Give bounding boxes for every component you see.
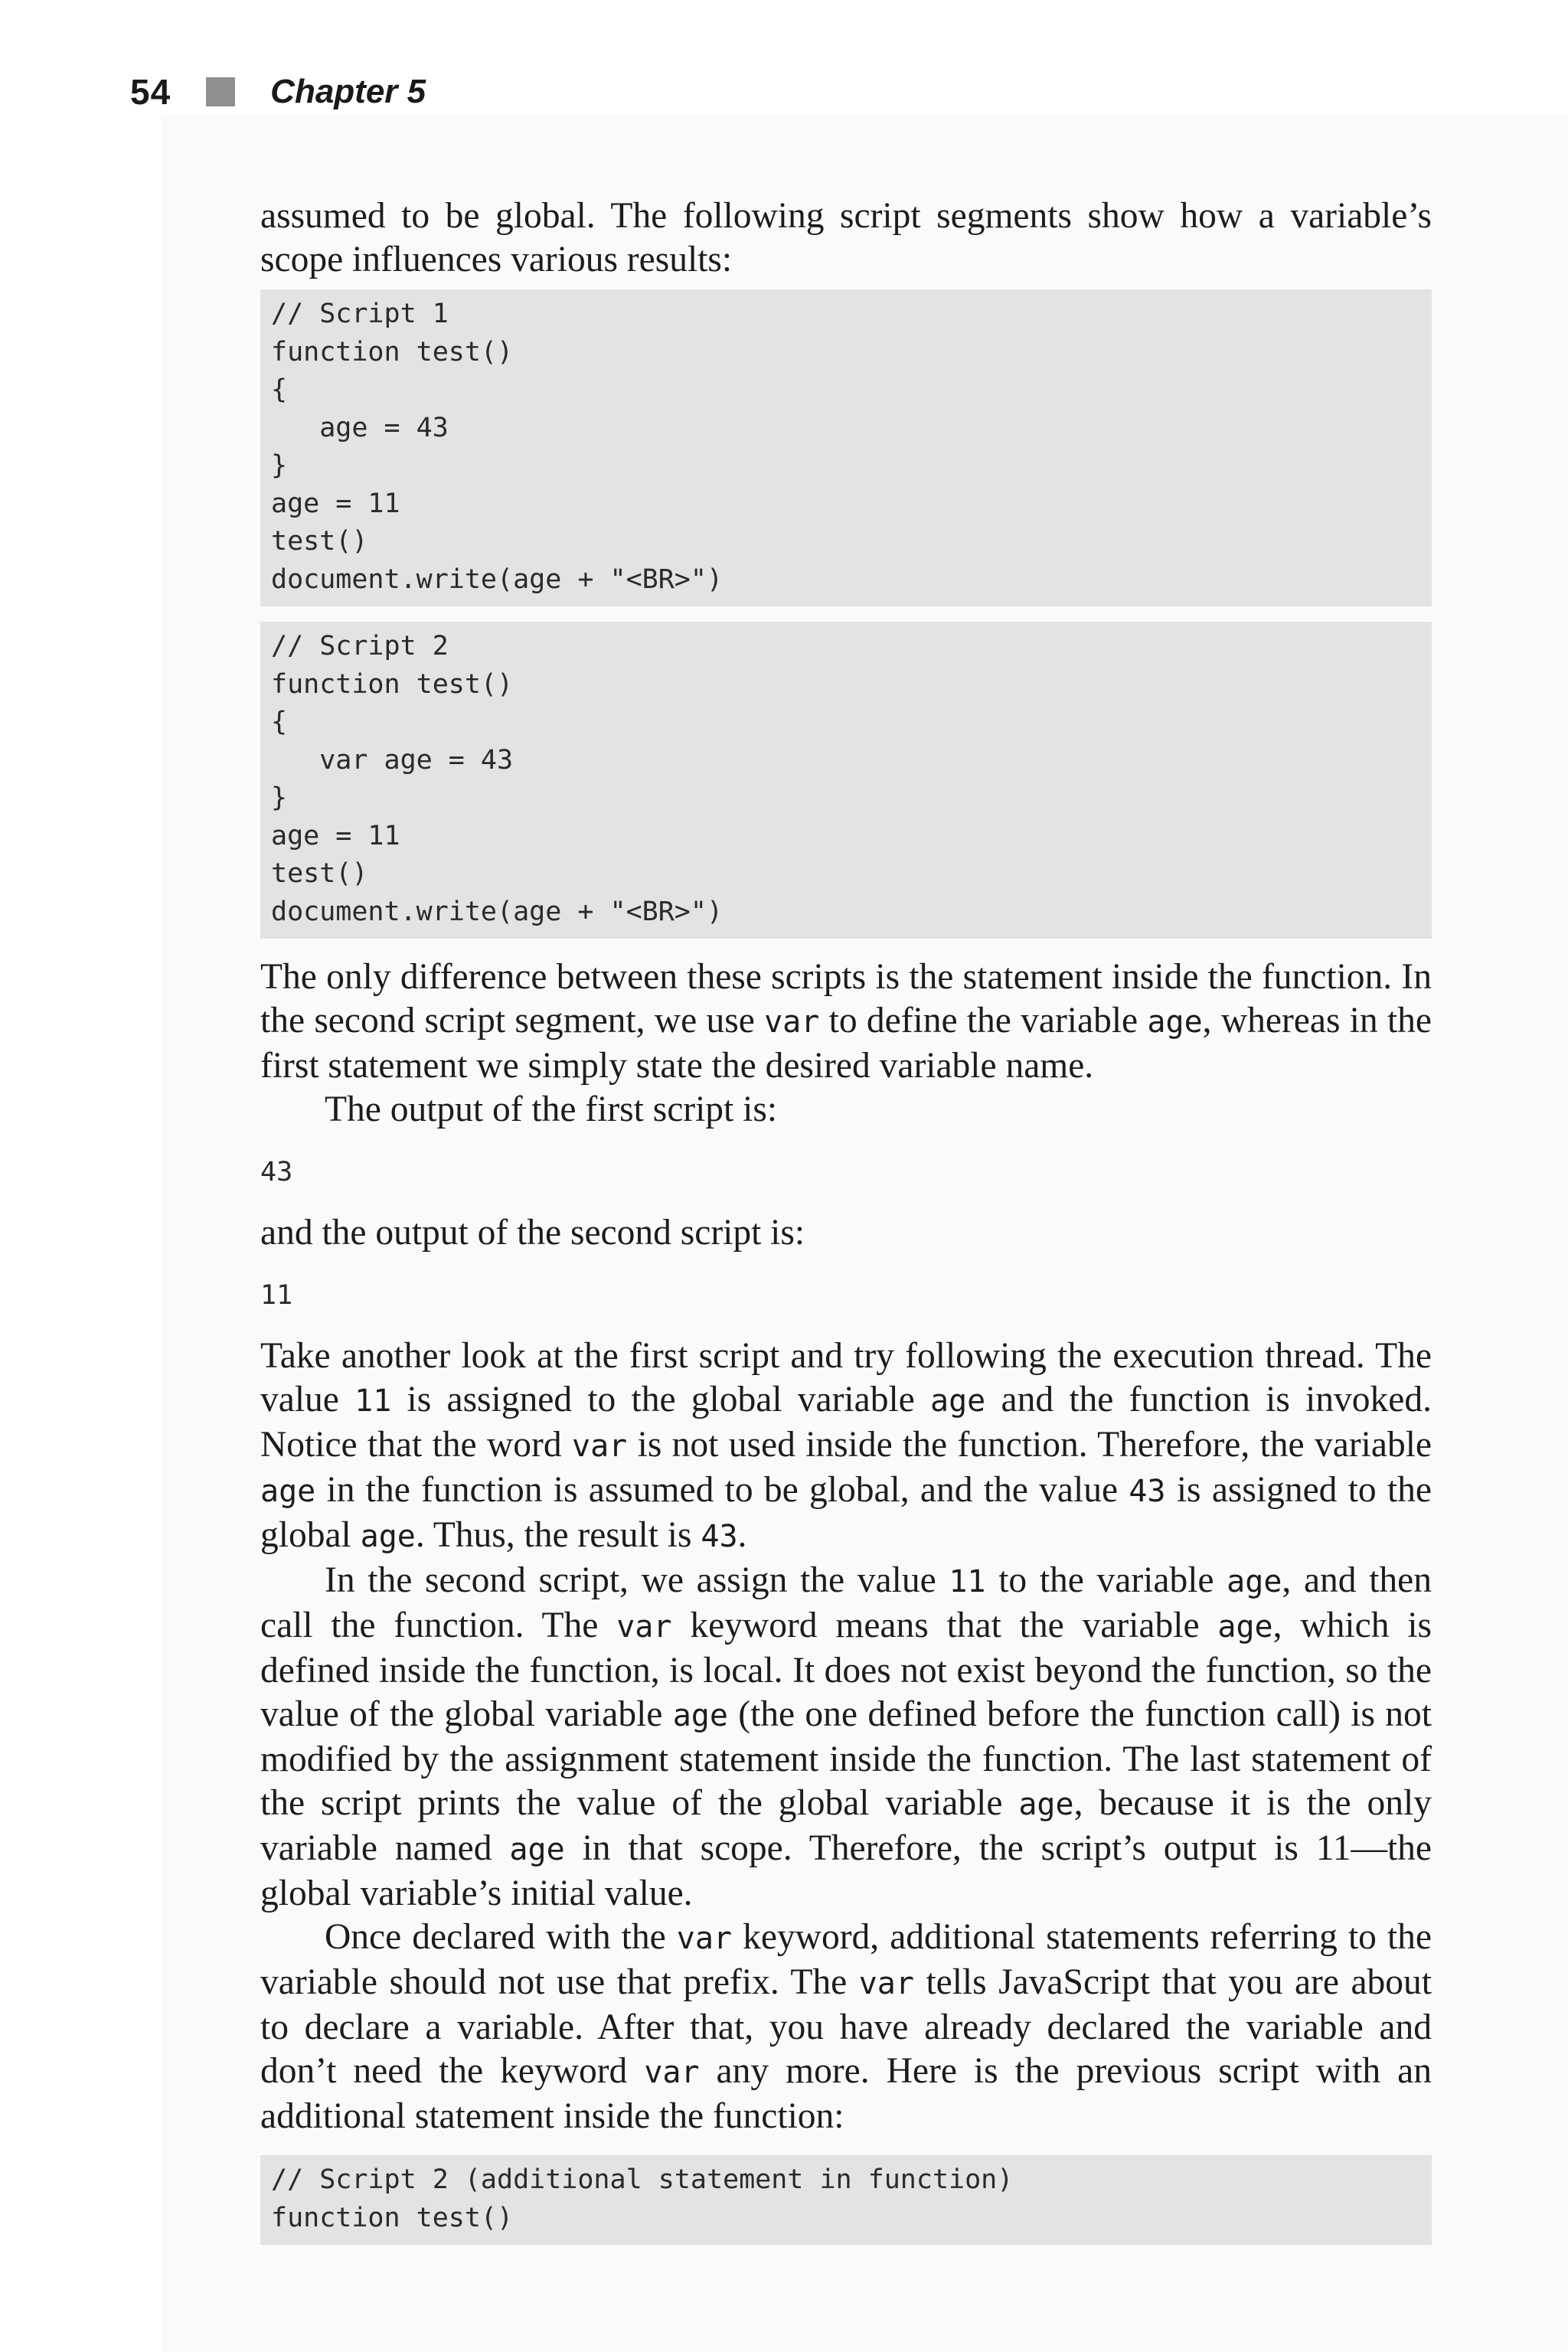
script3-code-block xyxy=(260,2155,1432,2245)
intro-line-2: scope influences various results: xyxy=(260,240,733,279)
code-line: { xyxy=(271,374,288,405)
text-run: , because it is the only variable named xyxy=(260,1783,1432,1868)
code-line: document.write(age + "<BR>") xyxy=(271,896,724,927)
text-run: (the one defined before the function call) is not modified by the assignment statement inside the function. The last statement of the script prints the value of the global variable xyxy=(260,1694,1432,1823)
text-run: Take another look at the first script and try following the execution thread. The value xyxy=(260,1336,1432,1419)
script2-code-block xyxy=(260,622,1432,939)
text-run: , and then call the function. The xyxy=(260,1560,1432,1645)
text-run: in that scope. Therefore, the script’s output is 11—the global variable’s initial value. xyxy=(260,1828,1432,1913)
code-line: test() xyxy=(271,526,368,557)
code-line: var age = 43 xyxy=(271,744,514,776)
inline-code: age xyxy=(1147,1004,1203,1040)
inline-code: var xyxy=(676,1921,733,1956)
text-run: keyword means that the variable xyxy=(671,1606,1218,1645)
code-line: age = 11 xyxy=(271,820,400,851)
code-line: } xyxy=(271,450,288,481)
intro-line-1: assumed to be global. The following script segments show how a variable’s xyxy=(260,196,1432,236)
text-run: , which is defined inside the function, is local. It does not exist beyond the function, so the value of the global variable xyxy=(260,1606,1432,1734)
text-run: keyword, additional statements referring to the variable should not use that prefix. The xyxy=(260,1917,1432,2002)
code-line: // Script 1 xyxy=(271,299,449,329)
script1-code-block xyxy=(260,289,1432,606)
text-run: Once declared with the xyxy=(325,1917,677,1957)
text-run: is not used inside the function. Therefore, the variable xyxy=(627,1425,1432,1465)
inline-code: age xyxy=(1018,1787,1074,1822)
code-line: } xyxy=(271,782,288,813)
code-line: { xyxy=(271,707,288,737)
text-run: and the function is invoked. Notice that the word xyxy=(260,1380,1432,1465)
inline-code: 43 xyxy=(701,1519,738,1554)
inline-code: 11 xyxy=(354,1383,392,1419)
code-line: test() xyxy=(271,858,368,889)
intro-paragraph xyxy=(260,194,1432,282)
text-run: in the function is assumed to be global, and the value xyxy=(315,1470,1129,1510)
running-header xyxy=(130,67,426,116)
body-content xyxy=(260,194,1432,2245)
code-line: // Script 2 xyxy=(271,631,449,662)
difference-paragraph xyxy=(260,956,1432,1088)
inline-code: age xyxy=(1227,1564,1282,1599)
inline-code: var xyxy=(616,1609,672,1645)
header-square-marker xyxy=(206,77,235,106)
code-line: age = 11 xyxy=(271,488,400,519)
inline-code: var xyxy=(644,2055,700,2090)
text-run: is assigned to the global xyxy=(260,1470,1432,1555)
inline-code: var xyxy=(764,1004,820,1040)
inline-code: var xyxy=(572,1429,628,1464)
text-run: to the variable xyxy=(985,1560,1227,1600)
code-line: function test() xyxy=(271,336,514,368)
inline-code: age xyxy=(360,1519,416,1554)
code-line: function test() xyxy=(271,668,514,700)
inline-code: age xyxy=(929,1383,986,1419)
text-run: is assigned to the global variable xyxy=(391,1380,930,1419)
var-keyword-paragraph xyxy=(260,1916,1432,2138)
output-1-value: 43 xyxy=(260,1157,293,1187)
execution-thread-paragraph xyxy=(260,1334,1432,1559)
inline-code: age xyxy=(672,1698,728,1733)
second-script-paragraph xyxy=(260,1559,1432,1916)
code-line: function test() xyxy=(271,2202,514,2233)
text-run: . Thus, the result is xyxy=(415,1515,701,1555)
inline-code: age xyxy=(1217,1609,1273,1645)
inline-code: 11 xyxy=(949,1564,986,1599)
output1-intro: The output of the first script is: xyxy=(325,1089,778,1129)
page-number: 54 xyxy=(130,72,172,112)
text-run: . xyxy=(737,1515,747,1555)
text-run: In the second script, we assign the value xyxy=(325,1560,949,1600)
inline-code: 43 xyxy=(1129,1474,1166,1509)
text-run: any more. Here is the previous script with an additional statement inside the function: xyxy=(260,2051,1432,2136)
code-line: age = 43 xyxy=(271,412,449,443)
code-line: document.write(age + "<BR>") xyxy=(271,564,724,595)
inline-code: var xyxy=(858,1966,914,2001)
text-run: The only difference between these scripts is the statement inside the function. In the second script segment, we use xyxy=(260,957,1432,1040)
output2-intro: and the output of the second script is: xyxy=(260,1213,805,1253)
text-run: tells JavaScript that you are about to declare a variable. After that, you have already declared the variable and don’t need the keyword xyxy=(260,1962,1432,2091)
code-line: // Script 2 (additional statement in function) xyxy=(271,2164,1014,2195)
output-2-value: 11 xyxy=(260,1280,293,1311)
text-run: , whereas in the first statement we simply state the desired variable name. xyxy=(260,1001,1432,1086)
inline-code: age xyxy=(509,1832,565,1867)
text-run: to define the variable xyxy=(819,1001,1148,1040)
inline-code: age xyxy=(260,1474,316,1509)
chapter-title: Chapter 5 xyxy=(270,73,426,110)
